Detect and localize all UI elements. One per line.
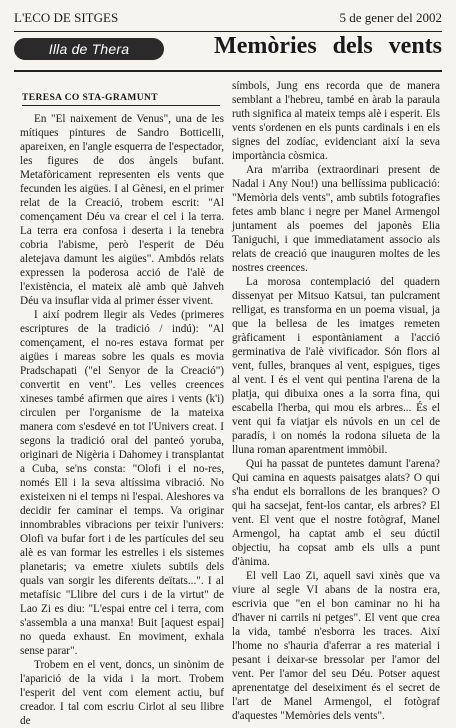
byline-divider	[22, 105, 220, 106]
section-badge: Illa de Thera	[14, 38, 164, 60]
left-column	[20, 112, 224, 728]
paragraph: La morosa contemplació del quadern dissenyat per Mitsuo Katsui, tan pulcrament relligat, es transforma en un poema visual, ja que la bellesa de les imatges remeten gràficament i espontàniament a l'acció germinativa de l'alè vivificador. Són flors al vent, fulles, branques al vent, espigues, tiges al vent. I és el vent qui pentina l'arena de la platja, qui dibuixa ones a la sorra fina, qui escabella l'herba, qui mou els arbres... És el vent qui fa viatjar els núvols en un cel de paradís, i on només la rodona silueta de la lluna roman aparentment immòbil.	[232, 276, 440, 456]
paragraph: En "El naixement de Venus", una de les mítiques pintures de Sandro Botticelli, apareixen, en l'angle esquerra de l'espectador, les figures de dos àngels bufant. Metafòricament representen els vents que fecunden les aigües. I al Gènesi, en el primer relat de la Creació, trobem escrit: "Al començament Déu va crear el cel i la terra. La terra era confosa i deserta i la tenebra cobria l'abisme, però l'esperit de Déu aletejava damunt les aigües". Ambdós relats expressen la poderosa acció de l'alè de l'existència, el mateix alè amb què Jahveh Déu va insuflar vida al primer ésser vivent.	[20, 113, 224, 307]
header-divider	[14, 31, 442, 32]
article-title: Memòries dels vents	[214, 33, 442, 59]
author-byline: TERESA CO STA-GRAMUNT	[22, 93, 158, 103]
paragraph: símbols, Jung ens recorda que de manera semblant a l'hebreu, també en àrab la paraula ruth significa al mateix temps alè i esperit. Els vents s'ordenen en els punts cardinals i en els signes del zodíac, evidenciant així la seva importància còsmica.	[232, 80, 440, 162]
paragraph: I així podrem llegir als Vedes (primeres escriptures de la tradició / indú): "Al començament, el no-res estava format per aigües i mareas sobre les quals es movia Pradschapati ("el Senyor de la Creació") convertit en vent". Les velles creences xineses també afirmen que aires i vents (k'i) circulen per l'organisme de la mateixa manera com s'esdevé en tot l'Univers creat. I segons la tradició oral del panteó yoruba, originari de Nigèria i Dahomey i transplantat a Cuba, se'ns consta: "Olofi i el no-res, només Ell i la seva altíssima vibració. No existeixen ni el temps ni l'espai. Aleshores va decidir fer caminar el temps. Va originar innombrables vibracions per teixir l'univers: Olofi va bufar fort i de les partícules del seu alè es van formar les estrelles i els sistemes planetaris; va emetre xiulets subtils dels quals van sorgir les diferents deïtats...". I al metafísic "Llibre del curs i de la virtut" de Lao Zi es diu: "L'espai entre cel i terra, com s'assembla a una manxa! Buit [aquest espai] no queda exhaust. En moviment, exhala sense parar".	[20, 309, 224, 657]
paragraph: Qui ha passat de puntetes damunt l'arena? Qui camina en aquests paisatges alats? O qui s'ha endut els borrallons de les branques? O qui ha sacsejat, fent-los cantar, els arbres? El vent. El vent que el nostre fotògraf, Manel Armengol, ha captat amb el seu dúctil objectiu, ha copsat amb els ulls a punt d'ànima.	[232, 458, 440, 568]
paragraph: Trobem en el vent, doncs, un sinònim de l'aparició de la vida i la mort. Trobem l'esperit del vent com element actiu, buf creador. I tal com escriu Cirlot al seu llibre de	[20, 659, 224, 727]
paragraph: El vell Lao Zi, aquell savi xinès que va viure al segle VI abans de la nostra era, escrivia que "en el bon caminar no hi ha d'haver ni carrils ni petges". El vent que crea la vida, també n'esborra les traces. Així l'home no s'hauria d'aferrar a res material i pesant i deixar-se bressolar per l'amor del vent. Per l'amor del seu Déu. Potser aquest aprenentatge del deseiximent és el secret de l'art de Manel Armengol, el fotògraf d'aquestes "Memòries dels vents".	[232, 570, 440, 722]
publication-name: L'ECO DE SITGES	[14, 10, 119, 25]
page-header	[14, 10, 442, 30]
issue-date: 5 de gener del 2002	[339, 10, 442, 25]
paragraph: Ara m'arriba (extraordinari present de Nadal i Any Nou!) una bellíssima publicació: "Memòria dels vents", amb subtils fotografies fetes amb blanc i negre per Manel Armengol juntament als poemes del japonès Elia Taniguchi, i que immediatament associo als relats de creació que inauguren moltes de les nostres creences.	[232, 164, 440, 274]
title-divider	[14, 70, 442, 72]
right-column	[232, 79, 440, 723]
